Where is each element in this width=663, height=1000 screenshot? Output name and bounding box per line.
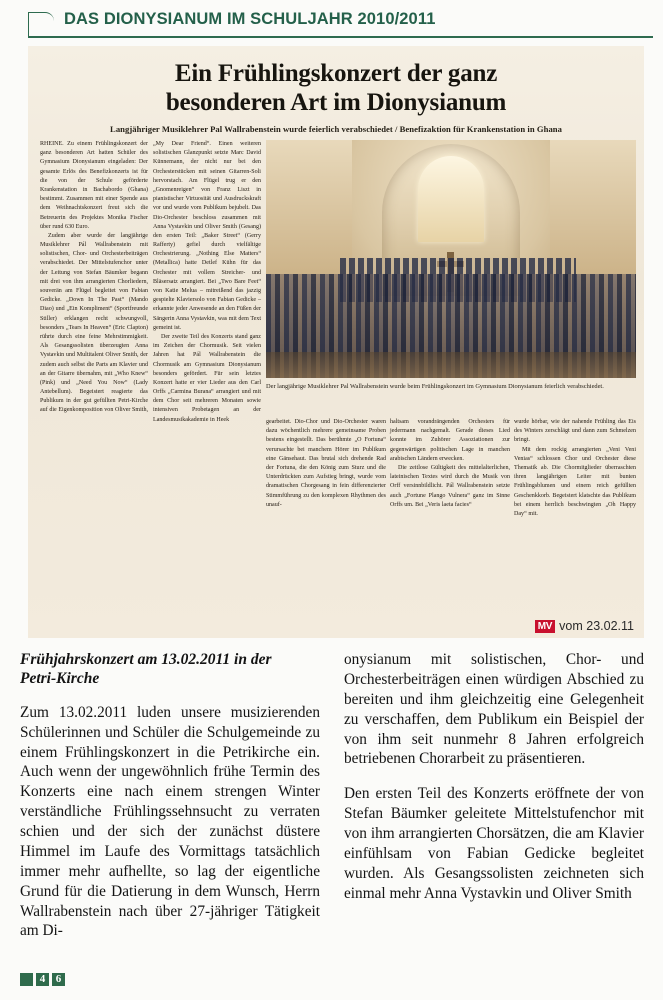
lower-column-left bbox=[20, 650, 320, 941]
paragraph: Die zeitlose Gültigkeit des mittelalterlichen, lateinischen Textes wird durch die Musik von Orff versinnbildlicht. Pál Wallrabenstein setzte auch „Fortune Plango Vulnera“ ganz im Sinne Orffs um. Bei „Veris laeta facies“ bbox=[390, 464, 510, 508]
paragraph: Zudem aber wurde der langjährige Musiklehrer Pál Wallrabenstein mit solistischen, Chor- und Orchesterbeiträgen verabschiedet. Der Mittelstufenchor unter der Leitung von Stefan Bäumker begann mit drei von ihm arrangierten Chorliedern, souverän am Flügel begleitet von Fabian Gedicke. „Down In The Past“ (Mando Diao) und „Ein Kompliment“ (Sportfreunde Stiller) erklangen recht schwungvoll, besonders „Tears In Heaven“ (Eric Clapton) rührte durch eine feine Mehrstimmigkeit. Als Gesangssolisten überzeugten Anna Vystavkin und Multitalent Oliver Smith, der zudem auch selbst die Parts am Klavier und an der Gitarre übernahm, mit „Who Knew“ (Pink) und „Need You Now“ (Lady Antebellum). Begeistert reagierte das Publikum in der gut gefüllten Petri-Kirche auf die Eigenkomposition von Oliver Smith, bbox=[40, 232, 148, 414]
page-number-digit-1: 4 bbox=[36, 973, 49, 986]
photo-caption: Der langjährige Musiklehrer Pal Wallrabenstein wurde beim Frühlingskonzert im Gymnasium Dionysianum feierlich verabschiedet. bbox=[266, 383, 604, 390]
article-subheadline: Langjähriger Musiklehrer Pal Wallrabenstein wurde feierlich verabschiedet / Benefizaktion für Krankenstation in Ghana bbox=[110, 124, 562, 134]
page-number-digit-2: 6 bbox=[52, 973, 65, 986]
article-headline-line-1: Ein Frühlingskonzert der ganz bbox=[174, 60, 498, 87]
paragraph: Mit dem rockig arrangierten „Veni Veni Venias“ schlossen Chor und Orchester diese Thematik ab. Die Chormitglieder überraschten ihren langjährigen Leiter mit bunten Frühlingsblumen und einem reich gefüllten Geschenkkorb. Begeistert klatschte das Publikum bei einem herrlich beschwingten „Oh Happy Day“ mit. bbox=[514, 446, 636, 517]
mv-logo: MV bbox=[535, 620, 555, 633]
article-column-5 bbox=[514, 418, 636, 519]
section-title-line-2: Petri-Kirche bbox=[20, 670, 100, 688]
footer-color-swatch bbox=[20, 973, 33, 986]
paragraph: RHEINE. Zu einem Frühlingskonzert der ganz besonderen Art hatten Schüler des Gymnasium Dionysianum eingeladen: Der gesamte Erlös des Benefizkonzerts ist für die von der Schule geförderte Krankenstation in Bachabordo (Ghana) bestimmt. Zusammen mit einer Spende aus dem Weihnachtskonzert freut sich die Betreuerin des Projektes Monika Fischer über rund 630 Euro. bbox=[40, 141, 148, 230]
corner-bracket-icon bbox=[28, 12, 54, 36]
paragraph: Zum 13.02.2011 luden unsere musizierenden Schülerinnen und Schüler die Schulgemeinde zu einem Frühlingskonzert in die Petrikirche ein. Auch wenn der ungewöhnlich frühe Termin des Konzerts eine nach einem strengen Winter verständliche Frühlingssehnsucht zu verraten schien und der sich der zunächst düstere Himmel im Laufe des Vormittags tatsächlich immer mehr aufhellte, so lag der eigentliche Grund für die Datierung in dem Wunsch, Herrn Wallrabenstein nach über 27-jähriger Tätigkeit am Di- bbox=[20, 703, 320, 940]
paragraph: gearbeitet. Dio-Chor und Dio-Orchester waren dazu wöchentlich mehrere gemeinsame Proben bestens eingestellt. Das berühmte „O Fortuna“ verursachte bei manchem Hörer im Publikum eine Gänsehaut. Das brutal sich drehende Rad der Fortuna, die den König zum Sturz und die Unterdrückten zum Aufstieg bringt, wurde vom dramatischen Chorgesang in fein differenzierter Stimmführung zu den komplexen Rhythmen des unauf- bbox=[266, 419, 386, 508]
paragraph: wurde hörbar, wie der nahende Frühling das Eis des Winters zerschlägt und dann zum Schmelzen bringt. bbox=[514, 419, 636, 444]
photo-church-window bbox=[418, 156, 484, 242]
section-title-line-1: Frühjahrskonzert am 13.02.2011 in der bbox=[20, 651, 272, 668]
article-headline bbox=[44, 60, 628, 117]
lower-column-right bbox=[344, 650, 644, 941]
concert-photo bbox=[266, 140, 636, 378]
article-column-4 bbox=[390, 418, 510, 510]
paragraph: haltsam vorandrängenden Orchesters für jedermann nachgemalt. Gerade dieses Lied konnte im Zuhörer Assoziationen zur gegenwärtigen politischen Lage in manchen arabischen Ländern erwecken. bbox=[390, 419, 510, 462]
credit-date: vom 23.02.11 bbox=[559, 619, 634, 633]
running-head-title: DAS DIONYSIANUM IM SCHULJAHR 2010/2011 bbox=[64, 10, 436, 28]
source-credit bbox=[535, 619, 634, 633]
paragraph: onysianum mit solistischen, Chor- und Orchesterbeiträgen einen würdigen Abschied zu bereiten und ihm gleichzeitig eine Gelegenheit zu verschaffen, dem Publikum ein Beispiel der von ihm seit nunmehr 8 Jahren erfolgreich betriebenen Chorarbeit zu präsentieren. bbox=[344, 651, 644, 768]
photo-floor bbox=[266, 352, 636, 378]
running-head-rule bbox=[28, 36, 653, 38]
section-title bbox=[20, 650, 320, 689]
article-column-3 bbox=[266, 418, 386, 510]
article-column-2 bbox=[153, 140, 261, 425]
paragraph: „My Dear Friend“. Einen weiteren solistischen Glanzpunkt setzte Marc David Künnemann, der nicht nur bei den Orchesterstücken mit seinen Gitarren-Soli hervorstach. Am Flügel trug er den „Gnomenreigen“ von Franz Liszt in pianistischer Virtuosität und Ausdruckskraft vor und wurde vom Publikum bejubelt. Das Dio-Orchester beschloss zusammen mit Anna Vystavkin und Oliver Smith (Gesang) den ersten Teil: „Baker Street“ (Gerry Rafferty) gefiel durch vielfältige Orchestrierung. „Nothing Else Matters“ (Metallica) hatte Detlef Kühn für das Orchester mit vollem Streicher- und Bläsersatz arrangiert. Bei „Two Bare Feet“ von Katie Melua – mitreißend das jazzig gespielte Klaviersolo von Fabian Gedicke – erkannte jeder Anwesende an den Füßen der Sängerin Anna Vystavkin, was mit dem Text gemeint ist. bbox=[153, 141, 261, 331]
article-column-1 bbox=[40, 140, 148, 416]
running-head bbox=[28, 10, 653, 44]
article-body bbox=[38, 140, 634, 610]
article-headline-line-2: besonderen Art im Dionysianum bbox=[165, 88, 507, 116]
lower-section bbox=[20, 650, 644, 941]
newspaper-clipping bbox=[28, 46, 644, 638]
paragraph: Den ersten Teil des Konzerts eröffnete der von Stefan Bäumker geleitete Mittelstufenchor mit von ihm arrangierten Chorsätzen, die am Klavier einfühlsam von Fabian Gedicke begleitet wurden. Als Gesangssolisten zeichneten sich einmal mehr Anna Vystavkin und Oliver Smith bbox=[344, 785, 644, 902]
paragraph: Der zweite Teil des Konzerts stand ganz im Zeichen der Chormusik. Seit vielen Jahren hat Pál Wallrabenstein die Chormusik am Gymnasium Dionysianum besonders gefördert. Für sein letztes Konzert hatte er vier Lieder aus den Carl Orffs „Carmina Burana“ arrangiert und mit dem Chor seit mehreren Monaten sowie intensiven Probetagen an der Landesmusikakademie in Heek bbox=[153, 333, 261, 423]
page-footer bbox=[20, 973, 65, 986]
